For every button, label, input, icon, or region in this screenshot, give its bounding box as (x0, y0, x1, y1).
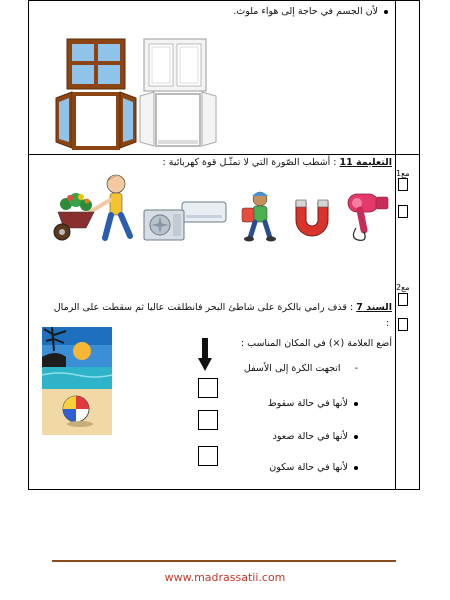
answer-checkbox-3[interactable] (198, 446, 218, 466)
grading-box-2b[interactable] (398, 318, 408, 331)
horseshoe-magnet-icon[interactable] (290, 198, 334, 242)
direction-text: اتجهت الكرة إلى الأسفل (243, 363, 341, 374)
website-link[interactable]: www.madrassatii.com (164, 571, 286, 584)
boy-backpack-icon[interactable] (236, 190, 282, 242)
sanad-7 (54, 302, 392, 313)
sanad-text: : قذف رامي بالكرة على شاطئ البحر فانطلقت عاليا ثم سقطت على الرمال (53, 302, 357, 313)
instruction-11 (163, 157, 392, 168)
option-2 (273, 431, 358, 442)
window-open-white-icon (138, 90, 218, 148)
option-1 (268, 398, 358, 409)
margin-label-2: مع2 (396, 283, 410, 292)
hair-dryer-icon[interactable] (344, 190, 392, 244)
table-border-right (419, 0, 420, 490)
margin-label-1: مع1 (396, 169, 410, 178)
grading-box-2a[interactable] (398, 293, 408, 306)
option-3-text: لأنها في حالة سكون (269, 462, 348, 473)
instruction-label: التعليمة 11 (339, 157, 392, 168)
direction-dash: - (354, 363, 358, 374)
option-2-text: لأنها في حالة صعود (272, 431, 348, 442)
bullet-icon (354, 435, 358, 439)
statement-line (233, 6, 388, 17)
option-3 (269, 462, 358, 473)
bullet-icon (384, 10, 388, 14)
air-conditioner-icon[interactable] (142, 200, 228, 242)
answer-checkbox-2[interactable] (198, 410, 218, 430)
sanad-label: السند 7 (356, 302, 392, 313)
instruction-text: : أشطب الصّورة التي لا تمثّـل قوة كهربائية : (162, 157, 340, 168)
placement-instruction: أضع العلامة (×) في المكان المناسب : (240, 338, 392, 349)
statement-text: لأن الجسم في حاجة إلى هواء ملوث. (233, 6, 378, 17)
table-column-divider (395, 0, 396, 490)
down-arrow-icon (198, 338, 212, 372)
window-closed-white-icon (143, 38, 207, 92)
window-closed-brown-icon (66, 38, 126, 90)
bullet-icon (354, 466, 358, 470)
bullet-icon (354, 402, 358, 406)
table-border-bottom (28, 489, 420, 490)
sanad-end: : (386, 318, 390, 329)
beach-ball-picture (42, 327, 112, 435)
direction-line (244, 363, 358, 374)
table-border-top (28, 0, 420, 1)
footer-divider (52, 560, 396, 562)
option-1-text: لأنها في حالة سقوط (267, 398, 348, 409)
grading-box-1b[interactable] (398, 205, 408, 218)
answer-checkbox-1[interactable] (198, 378, 218, 398)
table-border-left (28, 0, 29, 490)
boy-wheelbarrow-icon[interactable] (50, 172, 140, 248)
table-row-divider (28, 154, 420, 155)
grading-box-1a[interactable] (398, 178, 408, 191)
window-open-brown-icon (54, 90, 138, 150)
